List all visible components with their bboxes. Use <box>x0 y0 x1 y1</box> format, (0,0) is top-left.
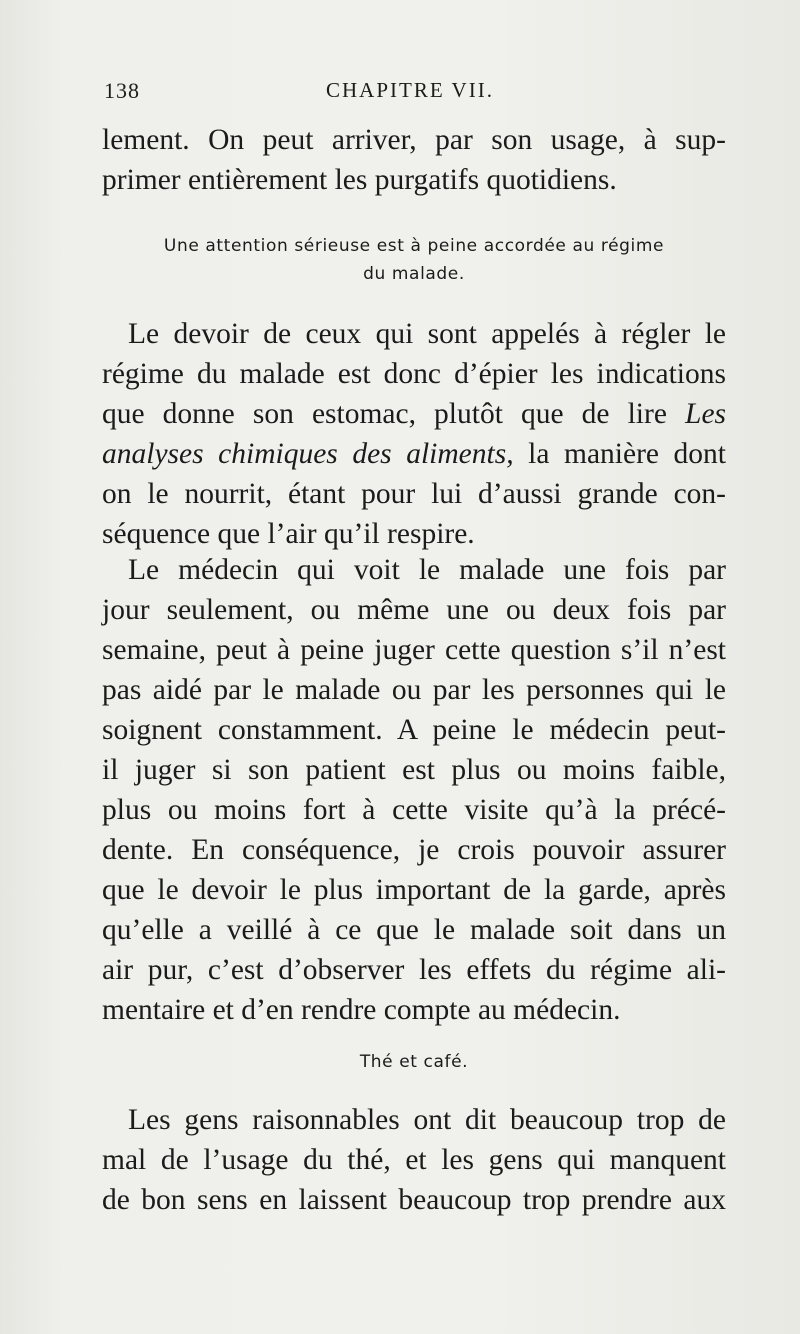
text-line: air pur, c’est d’observer les effets du régime ali- <box>102 954 726 986</box>
text-line: soignent constamment. A peine le médecin peut- <box>102 714 726 746</box>
section-heading: Thé et café. <box>359 1052 469 1072</box>
text-fragment: que donne son estomac, plutôt que de lire <box>102 398 667 430</box>
text-line: primer entièrement les purgatifs quotidiens. <box>102 164 617 196</box>
text-line: qu’elle a veillé à ce que le malade soit dans un <box>102 914 726 946</box>
text-line: lement. On peut arriver, par son usage, à sup- <box>102 124 726 156</box>
text-line: mentaire et d’en rendre compte au médecin. <box>102 994 621 1026</box>
sidenote-line: du malade. <box>363 264 465 284</box>
text-fragment: la manière dont <box>513 438 727 470</box>
paragraph-4 <box>102 1100 726 1220</box>
text-line: de bon sens en laissent beaucoup trop prendre aux <box>102 1184 726 1216</box>
text-line: Le médecin qui voit le malade une fois par <box>128 554 726 586</box>
sidenote <box>102 232 726 288</box>
paragraph-3 <box>102 550 726 1030</box>
italic-text: analyses chimiques des aliments, <box>102 438 514 470</box>
text-line: que le devoir le plus important de la garde, après <box>102 874 726 906</box>
text-line: mal de l’usage du thé, et les gens qui manquent <box>102 1144 726 1176</box>
page-header <box>104 78 724 108</box>
running-head: CHAPITRE VII. <box>326 78 494 102</box>
page-number: 138 <box>104 78 140 103</box>
text-line: pas aidé par le malade ou par les personnes qui le <box>102 674 726 706</box>
paragraph-1 <box>102 120 726 200</box>
italic-text: Les <box>685 398 727 430</box>
text-line: plus ou moins fort à cette visite qu’à la précé- <box>102 794 726 826</box>
text-line: jour seulement, ou même une ou deux fois par <box>102 594 726 626</box>
text-line: régime du malade est donc d’épier les indications <box>102 358 726 390</box>
text-line: semaine, peut à peine juger cette question s’il n’est <box>102 634 726 666</box>
text-line: on le nourrit, étant pour lui d’aussi grande con- <box>102 478 726 510</box>
text-line: Les gens raisonnables ont dit beaucoup trop de <box>128 1104 726 1136</box>
text-line: séquence que l’air qu’il respire. <box>102 518 475 550</box>
text-line <box>102 394 726 434</box>
sidenote-line: Une attention sérieuse est à peine accordée au régime <box>163 236 665 256</box>
text-line: il juger si son patient est plus ou moins faible, <box>102 754 726 786</box>
paragraph-2 <box>102 314 726 554</box>
text-line <box>102 434 726 474</box>
text-line: dente. En conséquence, je crois pouvoir assurer <box>102 834 726 866</box>
text-line: Le devoir de ceux qui sont appelés à régler le <box>128 318 726 350</box>
